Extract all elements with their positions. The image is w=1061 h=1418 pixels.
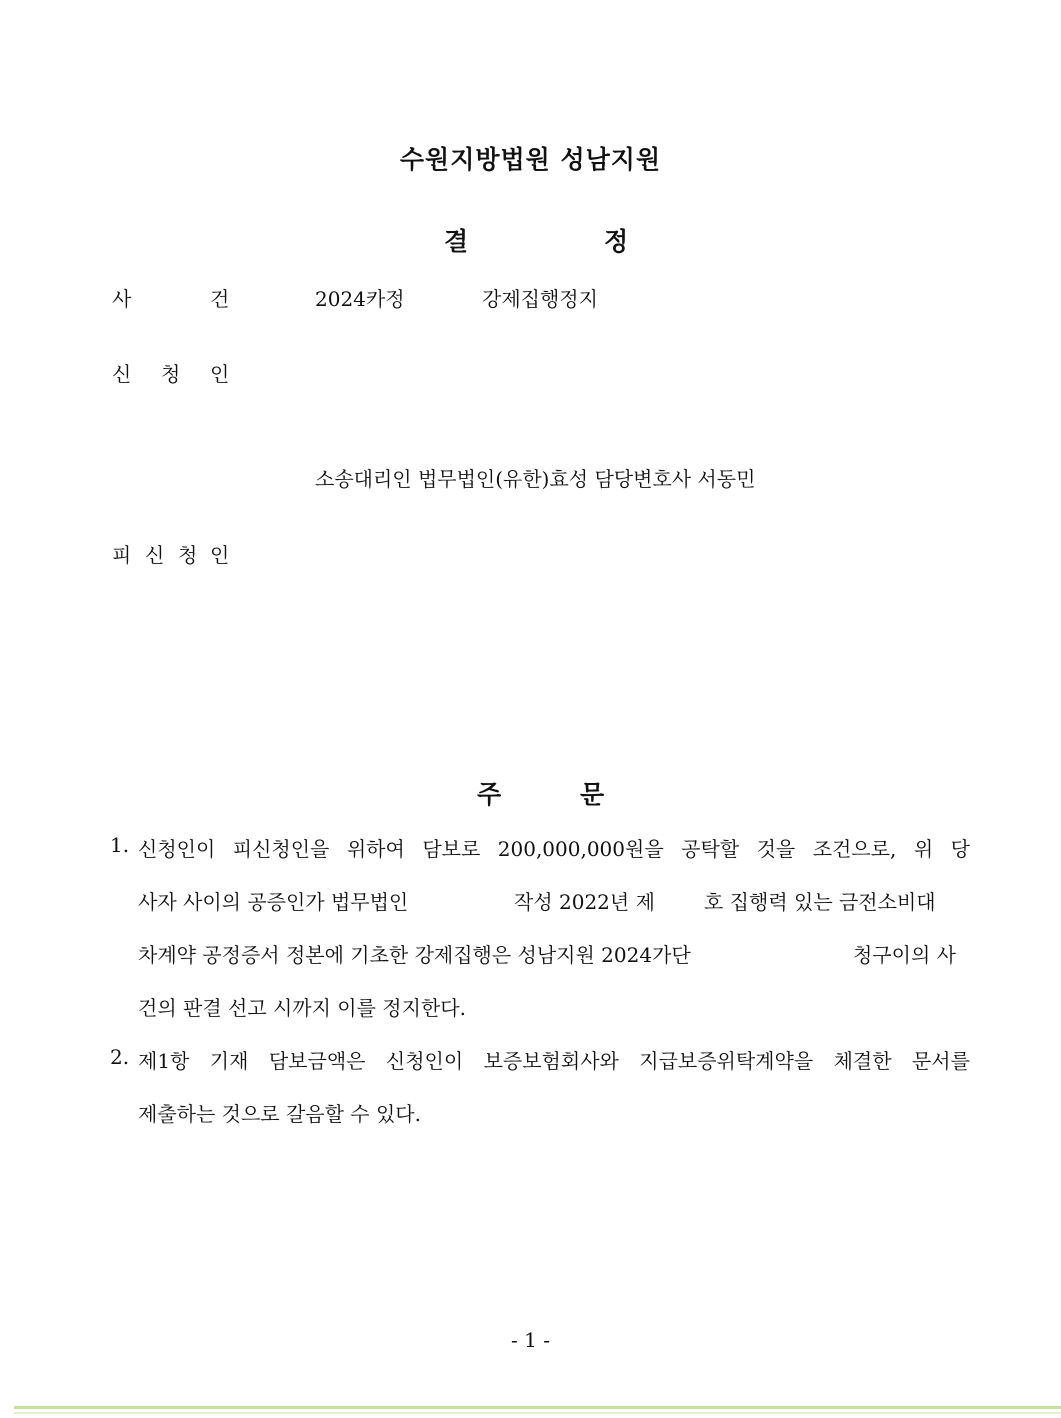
word: 기재 [209, 1049, 249, 1073]
footer-divider-secondary [14, 1412, 1061, 1414]
word: 담보금액은 [268, 1049, 366, 1073]
item-1-line-2a: 사자 사이의 공증인가 법무법인 [138, 890, 409, 914]
item-1-number: 1. [110, 833, 130, 857]
court-name: 수원지방법원 성남지원 [399, 145, 662, 174]
word: 당 [950, 837, 970, 861]
doc-title-char-1: 결 [444, 227, 469, 256]
item-2-number: 2. [110, 1045, 130, 1069]
word: 위 [913, 837, 934, 861]
item-1-line-4: 건의 판결 선고 시까지 이를 정지한다. [138, 996, 466, 1020]
respondent-label-char-1: 피 [112, 543, 132, 567]
word: 보증보험회사와 [483, 1049, 619, 1073]
respondent-label-char-4: 인 [210, 543, 230, 567]
word: 신청인이 [385, 1049, 464, 1073]
word: 문서를 [911, 1049, 970, 1073]
word: 신청인이 [138, 837, 216, 861]
respondent-label-char-3: 청 [178, 543, 198, 567]
doc-title-char-2: 정 [604, 227, 629, 256]
item-1-line-3a: 차계약 공정증서 정본에 기초한 강제집행은 성남지원 2024가단 [138, 943, 691, 967]
item-2-line-2: 제출하는 것으로 갈음할 수 있다. [138, 1102, 421, 1126]
applicant-label-char-2: 청 [161, 362, 181, 386]
case-label-char-1: 사 [112, 287, 132, 311]
item-1-line-1 [138, 833, 970, 862]
word: 담보로 [422, 837, 481, 861]
order-title-char-2: 문 [580, 780, 605, 809]
case-label-char-2: 건 [210, 287, 230, 311]
word: 제1항 [138, 1049, 190, 1073]
applicant-label-char-1: 신 [112, 362, 132, 386]
respondent-label-char-2: 신 [145, 543, 165, 567]
word: 조건으로, [812, 837, 897, 861]
item-2-line-1 [138, 1045, 970, 1074]
case-name: 강제집행정지 [482, 287, 598, 311]
word: 피신청인을 [232, 837, 330, 861]
footer-divider [14, 1406, 1061, 1409]
page-number: - 1 - [511, 1328, 550, 1352]
word: 것을 [756, 837, 796, 861]
word: 지급보증위탁계약을 [639, 1049, 814, 1073]
word: 체결한 [833, 1049, 892, 1073]
word: 200,000,000원을 [497, 837, 664, 861]
word: 공탁할 [681, 837, 740, 861]
applicant-representative: 소송대리인 법무법인(유한)효성 담당변호사 서동민 [315, 467, 756, 491]
applicant-label-char-3: 인 [210, 362, 230, 386]
word: 위하여 [346, 837, 405, 861]
item-1-line-2b: 작성 2022년 제 [514, 890, 655, 914]
case-number: 2024카정 [315, 287, 405, 311]
order-title-char-1: 주 [477, 780, 502, 809]
item-1-line-3b: 청구이의 사 [853, 943, 956, 967]
item-1-line-2c: 호 집행력 있는 금전소비대 [704, 890, 936, 914]
